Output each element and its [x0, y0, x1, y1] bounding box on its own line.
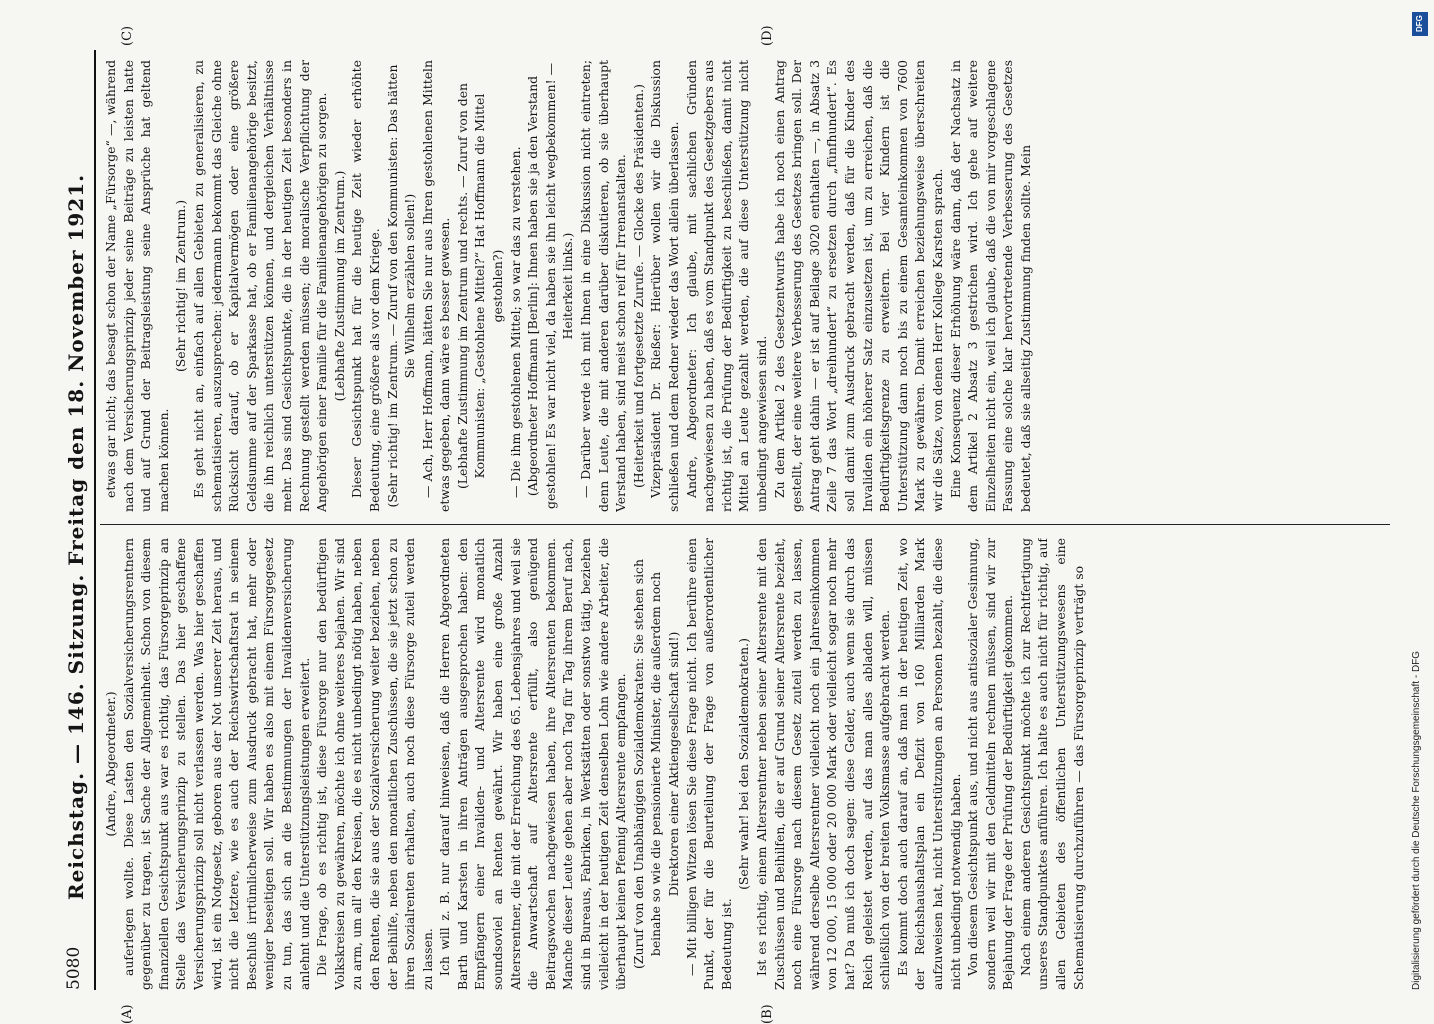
paragraph: Es kommt doch auch darauf an, daß man in der heutigen Zeit, wo der Reichshaushaltsplan ein Defizit von 160 Milliarden Mark aufzuweisen hat, nicht Unterstützungen an Personen bezahlt, die diese nicht unbedingt notwendig haben. — [894, 538, 963, 990]
paragraph: Die Frage, ob es richtig ist, diese Fürsorge nur den bedürftigen Volkskreisen zu gewähren, möchte ich ohne weiteres bejahen. Wir sind zu arm, um all' den Kreisen, die es nicht unbedingt nötig haben, neben den Renten, die sie aus der Sozialversicherung weiter beziehen, neben der Beihilfe, neben den monatlichen Zuschüssen, die sie jetzt schon zu ihren Sozialrenten erhalten, auch noch diese Fürsorge zuteil werden zu lassen. — [314, 538, 435, 990]
paragraph: Vizepräsident Dr. Rießer: Hierüber wollen wir die Diskussion schließen und dem Redner wieder das Wort allein überlassen. — [648, 60, 681, 512]
paragraph: (Sehr richtig! im Zentrum. — Zuruf von den Kommunisten: Das hätten Sie Wilhelm erzählen sollen!) — [384, 64, 418, 508]
paragraph: (Abgeordneter Hoffmann [Berlin]: Ihnen haben sie ja den Verstand gestohlen! Es war nicht viel, da haben sie ihn leicht wegbekommen! — Heiterkeit links.) — [525, 63, 576, 509]
paragraph: Ich will z. B. nur darauf hinweisen, daß die Herren Abgeordneten Barth und Karsten in ihren Anträgen ausgesprochen haben: den Empfängern einer Invaliden- und Altersrente wird monatlich soundsoviel an Renten gewährt. Wir haben eine große Anzahl Altersrentner, die mit der Erreichung des 65. Lebensjahres und weil sie die Anwartschaft auf Altersrente erfüllt, also genügend Beitragswochen nachgewiesen haben, ihre Altersrenten bekommen. Manche dieser Leute gehen aber noch Tag für Tag ihrem Beruf nach, sind in Bureaus, Fabriken, in Werkstätten oder sonstwo tätig, beziehen vielleicht in der heutigen Zeit denselben Lohn wie andere Arbeiter, die überhaupt keinen Pfennig Altersrente empfangen. — [437, 538, 629, 990]
paragraph: Es geht nicht an, einfach auf allen Gebieten zu generalisieren, zu schematisieren, auszusprechen: jedermann bekommt das Gleiche ohne Rücksicht darauf, ob er Kapitalvermögen oder eine größere Geldsumme auf der Sparkasse hat, ob er Familienangehörige besitzt, die ihn reichlich unterstützen können, und dergleichen Verhältnisse mehr. Das sind Gesichtspunkte, die in der heutigen Zeit besonders in Rechnung gestellt werden müssen; die moralische Verpflichtung der Angehörigen einer Familie für die Familienangehörigen zu sorgen. — [190, 60, 330, 512]
page-header — [60, 50, 94, 990]
paragraph: Dieser Gesichtspunkt hat für die heutige Zeit wieder erhöhte Bedeutung, eine größere als vor dem Kriege. — [349, 60, 382, 512]
page-title: Reichstag. — 146. Sitzung. Freitag den 18. November 1921. — [64, 173, 88, 900]
paragraph: (Lebhafte Zustimmung im Zentrum.) — [331, 170, 347, 402]
paragraph: etwas gar nicht; das besagt schon der Name „Fürsorge“ —, während nach dem Versicherungsprinzip jeder seine Beiträge zu leisten hatte und auf Grund der Beitragsleistung seine Ansprüche hat geltend machen können. — [103, 60, 171, 512]
paragraph: (Zuruf von den Unabhängigen Sozialdemokraten: Sie stehen sich beinahe so wie die pensionierte Minister, die außerdem noch Direktoren einer Aktiengesellschaft sind!) — [630, 559, 681, 969]
digitization-credit: Digitalisierung gefördert durch die Deutsche Forschungsgemeinschaft - DFG — [1411, 650, 1422, 990]
paragraph: — Darüber werde ich mit Ihnen in eine Diskussion nicht eintreten; denn Leute, die mit anderen darüber diskutieren, ob sie überhaupt Verstand haben, sind meist schon reif für Irrenanstalten. — [578, 60, 629, 512]
paragraph: Zu dem Artikel 2 des Gesetzentwurfs habe ich noch einen Antrag gestellt, der eine weitere Verbesserung des Gesetzes bringen soll. Der Antrag geht dahin — er ist auf Beilage 3020 enthalten —, in Absatz 3 Zeile 7 das Wort „dreihundert“ zu ersetzen durch „fünfhundert“. Es soll damit zum Ausdruck gebracht werden, daß für die Kinder des Invaliden ein höherer Satz einzusetzen ist, um zu erreichen, daß die Bedürftigkeitsgrenze zu erweitern. Bei vier Kindern ist die Unterstützung dann noch bis zu einem Gesamteinkommen von 7600 Mark zu gewähren. Damit erreichen beziehungsweise überschreiten wir die Sätze, von denen Herr Kollege Karsten sprach. — [771, 60, 945, 512]
header-rule — [94, 50, 96, 990]
margin-mark-d: (D) — [760, 25, 775, 46]
column-divider — [100, 524, 1390, 525]
margin-mark-c: (C) — [120, 25, 135, 46]
left-column — [102, 538, 1392, 990]
paragraph: Andre, Abgeordneter: Ich glaube, mit sachlichen Gründen nachgewiesen zu haben, daß es vom Standpunkt des Gesetzgebers aus richtig ist, die Prüfung der Bedürftigkeit zu beschließen, damit nicht Mittel an Leute gezahlt werden, die auf diese Unterstützung nicht unbedingt angewiesen sind. — [683, 60, 769, 512]
paragraph: Ist es richtig, einem Altersrentner neben seiner Altersrente mit den Zuschüssen und Beihilfen, die er auf Grund seiner Altersrente bezieht, noch eine Fürsorge nach diesem Gesetz zuteil werden zu lassen, während derselbe Altersrentner vielleicht noch ein Jahreseinkommen von 12 000, 15 000 oder 20 000 Mark oder vielleicht sogar noch mehr hat? Da muß ich doch sagen: diese Gelder, auch wenn sie durch das Reich geleistet werden, auf das man alles abladen will, müssen schließlich von der breiten Volksmasse aufgebracht werden. — [753, 538, 893, 990]
margin-mark-b: (B) — [760, 1004, 775, 1024]
margin-mark-a: (A) — [120, 1004, 135, 1024]
paragraph: — Ach, Herr Hoffmann, hätten Sie nur aus Ihren gestohlenen Mitteln etwas gegeben, dann wäre es besser gewesen. — [419, 60, 453, 512]
paragraph: (Sehr wahr! bei den Sozialdemokraten.) — [736, 638, 752, 890]
paragraph: (Sehr richtig! im Zentrum.) — [173, 199, 189, 373]
paragraph: auferlegen wollte. Diese Lasten den Sozialversicherungsrentnern gegenüber zu tragen, ist Sache der Allgemeinheit. Schon von diesem finanziellen Gesichtspunkt aus war es richtig, das Fürsorgeprinzip an Stelle das Versicherungsprinzip zu stellen. Das hier geschaffene Versicherungsprinzip soll nicht verlassen werden. Was hier geschaffen wird, ist ein Notgesetz, geboren aus der Not unserer Zeit heraus, und nicht die letztere, wie es auch der Reichswirtschaftsrat in seinem Beschluß irrtümlicherweise zum Ausdruck gebracht hat, mehr oder weniger beseitigen soll. Wir haben es also mit einem Fürsorgegesetz zu tun, das sich an die Bestimmungen der Invalidenversicherung anlehnt und die Unterstützungsleistungen erweitert. — [120, 538, 312, 990]
paragraph: — Mit billigen Witzen lösen Sie diese Frage nicht. Ich berühre einen Punkt, der für die Beurteilung der Frage von außerordentlicher Bedeutung ist. — [683, 538, 734, 990]
paragraph: Von diesem Gesichtspunkt aus, und nicht aus antisozialer Gesinnung, sondern weil wir mit den Geldmitteln rechnen müssen, sind wir zur Bejahung der Frage der Prüfung der Bedürftigkeit gekommen. — [965, 538, 1016, 990]
page-number: 5080 — [64, 946, 84, 990]
rotated-page-content — [60, 25, 1400, 1024]
dfg-logo: DFG — [1412, 12, 1428, 36]
paragraph: Eine Konsequenz dieser Erhöhung wäre dann, daß der Nachsatz in dem Artikel 2 Absatz 3 gestrichen wird. Ich gehe auf weitere Einzelheiten nicht ein, weil ich glaube, daß die von mir vorgeschlagene Fassung eine solche klar hervortretende Verbesserung des Gesetzes bedeutet, daß sie allseitig Zustimmung finden sollte. Mein — [947, 60, 1033, 512]
paragraph: Nach einem anderen Gesichtspunkt möchte ich zur Rechtfertigung unseres Standpunktes anführen. Ich halte es auch nicht für richtig, auf allen Gebieten des öffentlichen Unterstützungswesens eine Schematisierung durchzuführen — das Fürsorgeprinzip verträgt so — [1017, 538, 1086, 990]
paragraph: (Andre, Abgeordneter.) — [103, 691, 118, 837]
paragraph: (Lebhafte Zustimmung im Zentrum und rechts. — Zuruf von den Kommunisten: „Gestohlene Mittel?“ Hat Hoffmann die Mittel gestohlen?) — [454, 82, 506, 490]
paragraph: (Heiterkeit und fortgesetzte Zurufe. — Glocke des Präsidenten.) — [630, 84, 646, 488]
paragraph: — Die ihm gestohlenen Mittel; so war das zu verstehen. — [507, 146, 523, 498]
right-column — [102, 60, 1392, 512]
